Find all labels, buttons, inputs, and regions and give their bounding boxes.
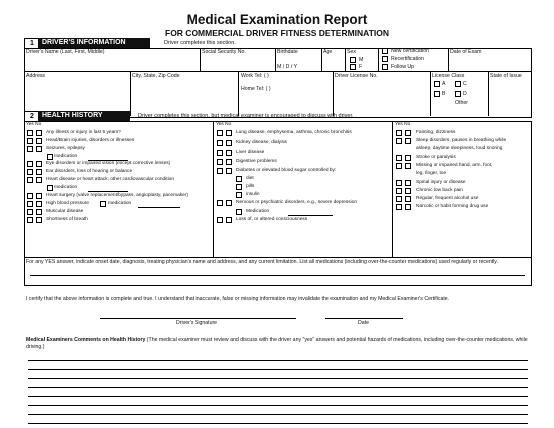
license-no-field[interactable]: Driver License No. bbox=[335, 73, 378, 79]
page-subtitle: FOR COMMERCIAL DRIVER FITNESS DETERMINATION bbox=[165, 28, 389, 38]
no-checkbox[interactable] bbox=[226, 130, 232, 136]
health-item-label: Any illness or injury in last 5 years? bbox=[46, 130, 121, 135]
work-tel-field[interactable]: Work Tel: ( ) bbox=[241, 73, 269, 79]
col-divider bbox=[378, 48, 379, 71]
comment-line[interactable] bbox=[28, 378, 528, 379]
health-item-label: Lung disease, emphysema, asthma, chronic bronchitis bbox=[236, 130, 352, 135]
recert-label: Recertification bbox=[391, 56, 424, 62]
yes-checkbox[interactable] bbox=[396, 204, 402, 210]
address-field[interactable]: Address bbox=[26, 73, 46, 79]
date-exam-field[interactable]: Date of Exam bbox=[450, 49, 482, 55]
yes-checkbox[interactable] bbox=[396, 163, 402, 169]
col-divider bbox=[333, 71, 334, 116]
yes-checkbox[interactable] bbox=[27, 130, 33, 136]
no-checkbox[interactable] bbox=[405, 196, 411, 202]
follow-up-label: Follow Up bbox=[391, 64, 415, 70]
no-checkbox[interactable] bbox=[36, 193, 42, 199]
ssn-field[interactable]: Social Security No. bbox=[202, 49, 246, 55]
row-divider bbox=[24, 71, 531, 72]
yes-checkbox[interactable] bbox=[217, 168, 223, 174]
yes-checkbox[interactable] bbox=[217, 150, 223, 156]
no-checkbox[interactable] bbox=[36, 130, 42, 136]
comment-line[interactable] bbox=[28, 396, 528, 397]
yes-checkbox[interactable] bbox=[217, 200, 223, 206]
col-divider bbox=[448, 48, 449, 71]
signature-label: Driver's Signature bbox=[176, 320, 218, 326]
medication-line[interactable] bbox=[88, 191, 128, 192]
option-checkbox[interactable] bbox=[236, 184, 242, 190]
spacer bbox=[30, 283, 525, 284]
health-item-label: Regular, frequent alcohol use bbox=[416, 196, 479, 201]
comment-line[interactable] bbox=[28, 423, 528, 424]
health-item-label: Liver disease bbox=[236, 150, 265, 155]
option-checkbox[interactable] bbox=[236, 176, 242, 182]
comment-line[interactable] bbox=[28, 414, 528, 415]
row-divider bbox=[24, 257, 531, 258]
health-item-label: Stroke or paralysis bbox=[416, 155, 456, 160]
yes-checkbox[interactable] bbox=[396, 196, 402, 202]
medication-checkbox[interactable] bbox=[100, 201, 106, 207]
yes-checkbox[interactable] bbox=[396, 188, 402, 194]
yes-no-header: Yes No bbox=[26, 122, 42, 127]
no-checkbox[interactable] bbox=[226, 217, 232, 223]
col-divider bbox=[321, 48, 322, 71]
health-item-label: pills bbox=[246, 184, 255, 189]
health-item-label: Chronic low back pain bbox=[416, 188, 463, 193]
class-b-checkbox[interactable] bbox=[434, 91, 440, 97]
comment-line[interactable] bbox=[28, 387, 528, 388]
health-item-label: Heart surgery (valve replacement/bypass, angioplasty, pacemaker) bbox=[46, 193, 189, 198]
medication-line[interactable] bbox=[288, 215, 333, 216]
health-item-label: Heart disease or heart attack; other cardiovascular condition bbox=[46, 177, 174, 182]
yes-checkbox[interactable] bbox=[27, 209, 33, 215]
section-1-note: Driver completes this section. bbox=[164, 40, 236, 46]
sex-m-checkbox[interactable] bbox=[350, 57, 356, 63]
yes-checkbox[interactable] bbox=[27, 177, 33, 183]
sex-label: Sex bbox=[347, 49, 356, 55]
home-tel-field[interactable]: Home Tel: ( ) bbox=[241, 86, 271, 92]
no-checkbox[interactable] bbox=[36, 161, 42, 167]
health-item-label: Spinal injury or disease bbox=[416, 180, 466, 185]
comments-text: (The medical examiner must review and discuss with the driver any "yes" answers and potential hazards of medications, including over-the-counter medications, while driving.) bbox=[26, 337, 528, 350]
no-checkbox[interactable] bbox=[405, 204, 411, 210]
date-line[interactable] bbox=[325, 318, 403, 319]
col-divider bbox=[430, 71, 431, 116]
no-checkbox[interactable] bbox=[405, 130, 411, 136]
medication-checkbox[interactable] bbox=[47, 185, 53, 191]
no-checkbox[interactable] bbox=[405, 163, 411, 169]
sex-f-label: F bbox=[359, 64, 363, 70]
health-item-label: Shortness of breath bbox=[46, 217, 88, 222]
no-checkbox[interactable] bbox=[226, 150, 232, 156]
yes-checkbox[interactable] bbox=[217, 217, 223, 223]
no-checkbox[interactable] bbox=[36, 169, 42, 175]
section-2-note: Driver completes this section, but medical examiner is encouraged to discuss with driver. bbox=[138, 113, 354, 119]
yes-checkbox[interactable] bbox=[27, 161, 33, 167]
page-title: Medical Examination Report bbox=[186, 12, 368, 27]
yes-checkbox[interactable] bbox=[217, 159, 223, 165]
no-checkbox[interactable] bbox=[226, 140, 232, 146]
col-divider bbox=[238, 71, 239, 116]
section-1-header bbox=[24, 38, 530, 48]
date-label: Date bbox=[358, 320, 369, 326]
yes-no-header: Yes No bbox=[395, 122, 411, 127]
comments-title: Medical Examiners Comments on Health History bbox=[26, 337, 146, 343]
new-cert-label: New certification bbox=[391, 48, 430, 54]
follow-up-checkbox[interactable] bbox=[382, 64, 388, 70]
col-divider bbox=[345, 48, 346, 71]
yes-checkbox[interactable] bbox=[27, 193, 33, 199]
class-b-label: B bbox=[442, 91, 446, 97]
no-checkbox[interactable] bbox=[405, 155, 411, 161]
birthdate-field[interactable]: Birthdate bbox=[277, 49, 298, 55]
health-item-label: medication bbox=[54, 185, 78, 190]
health-item-label: medication bbox=[54, 154, 78, 159]
health-item-label: Digestive problems bbox=[236, 159, 277, 164]
col-divider bbox=[130, 71, 131, 116]
examiner-comments-heading bbox=[26, 337, 531, 351]
no-checkbox[interactable] bbox=[36, 138, 42, 144]
section-1-title: DRIVER'S INFORMATION bbox=[38, 38, 150, 48]
no-checkbox[interactable] bbox=[36, 209, 42, 215]
yes-checkbox[interactable] bbox=[396, 155, 402, 161]
comment-line[interactable] bbox=[28, 405, 528, 406]
certification-statement: I certify that the above information is complete and true. I understand that inaccurate, false or missing information may invalidate the examination and my Medical Examiner's Certificate. bbox=[26, 296, 450, 302]
health-item-label: Narcotic or habit forming drug use bbox=[416, 204, 489, 209]
yes-no-header: Yes No bbox=[216, 122, 232, 127]
health-item-label: insulin bbox=[246, 192, 260, 197]
no-checkbox[interactable] bbox=[226, 168, 232, 174]
health-item-label: Ear disorders, loss of hearing or balance bbox=[46, 169, 133, 174]
class-a-checkbox[interactable] bbox=[434, 81, 440, 87]
no-checkbox[interactable] bbox=[226, 159, 232, 165]
new-cert-checkbox[interactable] bbox=[382, 48, 388, 54]
health-item-label: Kidney disease, dialysis bbox=[236, 140, 287, 145]
sex-f-checkbox[interactable] bbox=[350, 64, 356, 70]
no-checkbox[interactable] bbox=[405, 180, 411, 186]
option-checkbox[interactable] bbox=[236, 209, 242, 215]
yes-checkbox[interactable] bbox=[396, 180, 402, 186]
class-a-label: A bbox=[442, 81, 446, 87]
no-checkbox[interactable] bbox=[405, 138, 411, 144]
birthdate-format: M / D / Y bbox=[277, 64, 298, 70]
medication-checkbox[interactable] bbox=[47, 154, 53, 160]
health-item-label: Medication bbox=[246, 209, 270, 214]
yes-checkbox[interactable] bbox=[27, 169, 33, 175]
health-item-label: Nervous or psychiatric disorders, e.g., severe depression bbox=[236, 200, 358, 205]
col-divider bbox=[213, 121, 214, 257]
yes-checkbox[interactable] bbox=[396, 130, 402, 136]
no-checkbox[interactable] bbox=[226, 200, 232, 206]
section-2-header bbox=[24, 111, 530, 121]
class-d-label: D bbox=[463, 91, 467, 97]
class-other-label: Other bbox=[455, 100, 468, 106]
no-checkbox[interactable] bbox=[36, 217, 42, 223]
license-class-label: License Class bbox=[432, 73, 465, 79]
no-checkbox[interactable] bbox=[36, 177, 42, 183]
col-divider bbox=[392, 121, 393, 257]
city-field[interactable]: City, State, Zip Code bbox=[132, 73, 180, 79]
section-2-number: 2 bbox=[24, 111, 40, 122]
health-item-label: Sleep disorders, pauses in breathing while bbox=[416, 138, 507, 143]
no-checkbox[interactable] bbox=[36, 201, 42, 207]
yes-checkbox[interactable] bbox=[27, 138, 33, 144]
comment-line[interactable] bbox=[28, 369, 528, 370]
no-checkbox[interactable] bbox=[405, 188, 411, 194]
recert-checkbox[interactable] bbox=[382, 56, 388, 62]
yes-checkbox[interactable] bbox=[217, 140, 223, 146]
comment-line[interactable] bbox=[28, 360, 528, 361]
class-c-checkbox[interactable] bbox=[455, 81, 461, 87]
health-item-label: asleep, daytime sleepiness, loud snoring bbox=[416, 146, 503, 151]
signature-line[interactable] bbox=[100, 318, 296, 319]
yes-checkbox[interactable] bbox=[27, 201, 33, 207]
health-item-label: leg, finger, toe bbox=[416, 171, 447, 176]
age-field[interactable]: Age bbox=[323, 49, 333, 55]
class-d-checkbox[interactable] bbox=[455, 91, 461, 97]
option-checkbox[interactable] bbox=[236, 192, 242, 198]
col-divider bbox=[488, 71, 489, 116]
health-item-label: High blood pressure bbox=[46, 201, 89, 206]
yes-checkbox[interactable] bbox=[27, 146, 33, 152]
section-1-number: 1 bbox=[24, 38, 40, 49]
health-item-label: Seizures, epilepsy bbox=[46, 146, 85, 151]
health-item-label: Fainting, dizziness bbox=[416, 130, 456, 135]
name-field[interactable]: Driver's Name (Last, First, Middle) bbox=[26, 49, 105, 55]
medication-line[interactable] bbox=[138, 207, 180, 208]
yes-checkbox[interactable] bbox=[396, 138, 402, 144]
health-item-label: Head/Brain injuries, disorders or illnesses bbox=[46, 138, 135, 143]
col-divider bbox=[275, 48, 276, 71]
health-item-label: medication bbox=[108, 201, 132, 206]
health-item-label: diet bbox=[246, 176, 254, 181]
health-item-label: Missing or impaired hand, arm, foot, bbox=[416, 163, 493, 168]
section-2-title: HEALTH HISTORY bbox=[38, 111, 130, 121]
health-item-label: Muscular disease bbox=[46, 209, 84, 214]
yes-checkbox[interactable] bbox=[27, 217, 33, 223]
health-item-label: Eye disorders or impaired vision (except corrective lenses) bbox=[46, 161, 171, 166]
health-item-label: Diabetes or elevated blood sugar controlled by: bbox=[236, 168, 337, 173]
no-checkbox[interactable] bbox=[36, 146, 42, 152]
write-line[interactable] bbox=[30, 275, 525, 276]
class-c-label: C bbox=[463, 81, 467, 87]
col-divider bbox=[200, 48, 201, 71]
yes-checkbox[interactable] bbox=[217, 130, 223, 136]
yes-answer-instructions: For any YES answer, indicate onset date, diagnosis, treating physician's name and address, and any current limitation. List all medications (including over-the-counter medications) used regularly or recently. bbox=[26, 259, 498, 265]
state-issue-field[interactable]: State of Issue bbox=[490, 73, 522, 79]
sex-m-label: M bbox=[359, 57, 364, 63]
health-item-label: Loss of, or altered consciousness bbox=[236, 217, 308, 222]
